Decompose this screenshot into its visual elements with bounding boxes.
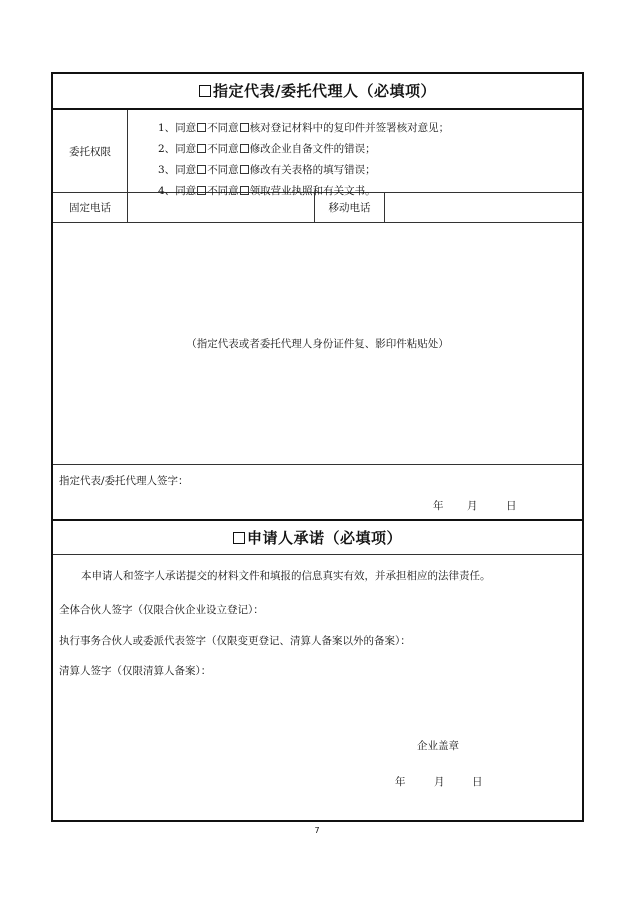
seal-label: 企业盖章 — [417, 740, 459, 752]
section1-header — [53, 74, 582, 110]
agree-checkbox-3[interactable] — [197, 165, 206, 174]
section1-title: 指定代表/委托代理人（必填项） — [213, 82, 436, 100]
commit-year: 年 — [395, 776, 406, 788]
authority-list — [158, 118, 449, 202]
authority-label: 委托权限 — [53, 110, 128, 192]
partners-signature-label: 全体合伙人签字（仅限合伙企业设立登记）： — [59, 604, 264, 616]
id-paste-hint: （指定代表或者委托代理人身份证件复、影印件粘贴处） — [186, 338, 449, 350]
fixed-phone-label: 固定电话 — [53, 193, 128, 222]
commitment-area — [53, 555, 582, 820]
id-paste-area — [53, 223, 582, 465]
mobile-phone-label: 移动电话 — [315, 193, 385, 222]
authority-item-2: 2、同意 不同意 修改企业自备文件的错误； — [158, 143, 376, 155]
section2-checkbox[interactable] — [233, 532, 245, 544]
agent-sign-month: 月 — [467, 500, 478, 512]
authority-item-3: 3、同意 不同意 修改有关表格的填写错误； — [158, 164, 376, 176]
section2-header — [53, 521, 582, 555]
agent-sign-day: 日 — [506, 500, 517, 512]
agree-checkbox-2[interactable] — [197, 144, 206, 153]
authority-item-1: 1、同意 不同意 核对登记材料中的复印件并签署核对意见； — [158, 122, 450, 134]
fixed-phone-field[interactable] — [128, 193, 315, 222]
agree-checkbox-1[interactable] — [197, 123, 206, 132]
executive-signature-label: 执行事务合伙人或委派代表签字（仅限变更登记、清算人备案以外的备案）： — [59, 635, 411, 647]
mobile-phone-field[interactable] — [385, 193, 582, 222]
commit-day: 日 — [472, 776, 483, 788]
phone-row — [53, 193, 582, 223]
liquidator-signature-label: 清算人签字（仅限清算人备案）： — [59, 665, 212, 677]
authority-row — [53, 110, 582, 197]
agent-signature-label: 指定代表/委托代理人签字： — [59, 475, 189, 487]
form-sheet — [51, 72, 584, 822]
agent-sign-year: 年 — [433, 500, 444, 512]
agent-signature-row — [53, 465, 582, 521]
section2-title: 申请人承诺（必填项） — [246, 529, 402, 547]
commitment-statement: 本申请人和签字人承诺提交的材料文件和填报的信息真实有效，并承担相应的法律责任。 — [81, 570, 491, 582]
section1-checkbox[interactable] — [199, 85, 211, 97]
authority-item-4: 4、同意 不同意 领取营业执照和有关文书。 — [158, 185, 376, 197]
disagree-checkbox-3[interactable] — [240, 165, 249, 174]
disagree-checkbox-1[interactable] — [240, 123, 249, 132]
page-number: 7 — [314, 826, 320, 835]
disagree-checkbox-2[interactable] — [240, 144, 249, 153]
commit-month: 月 — [434, 776, 445, 788]
